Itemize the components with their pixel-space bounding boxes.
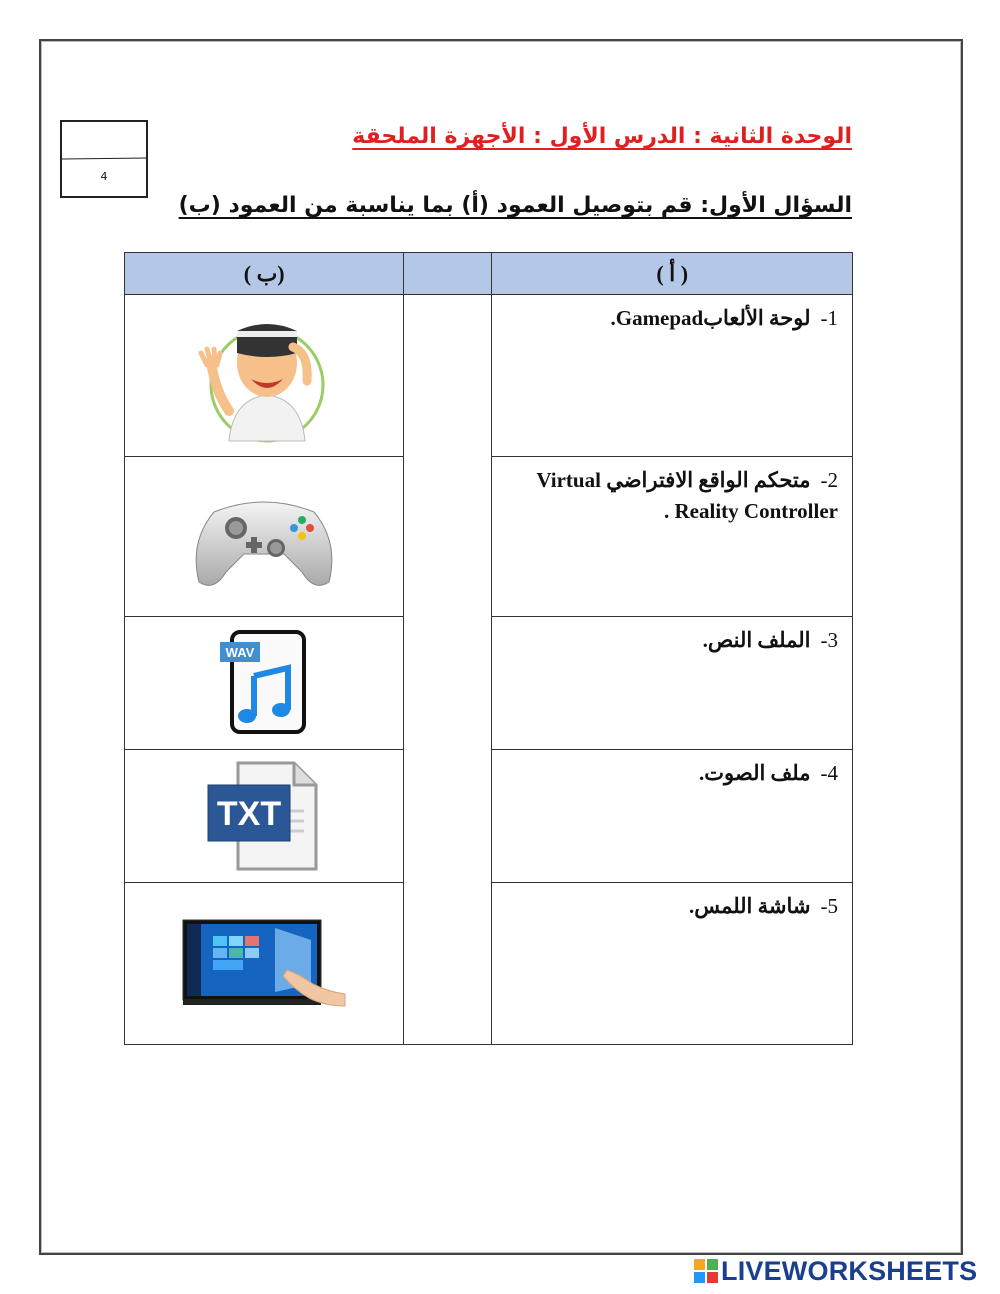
item-3-text: الملف النص. bbox=[702, 628, 811, 652]
score-box bbox=[60, 120, 148, 198]
item-5-cell bbox=[492, 883, 853, 1045]
column-mid-header bbox=[404, 253, 492, 295]
table-row bbox=[125, 295, 853, 457]
item-4-number: 4- bbox=[820, 761, 838, 785]
item-1-cell bbox=[492, 295, 853, 457]
question-heading: السؤال الأول: قم بتوصيل العمود (أ) بما يناسبة من العمود (ب) bbox=[178, 193, 852, 218]
touch-screen-monitor-icon[interactable] bbox=[179, 914, 349, 1014]
liveworksheets-logo-icon bbox=[694, 1259, 718, 1283]
txt-file-icon[interactable] bbox=[204, 759, 324, 874]
matching-table bbox=[124, 252, 853, 1045]
image-cell-gamepad[interactable] bbox=[125, 457, 404, 617]
footer-brand[interactable] bbox=[694, 1256, 977, 1286]
item-2-text: متحكم الواقع الافتراضي Virtual Reality Controller . bbox=[536, 468, 838, 523]
item-3-cell bbox=[492, 617, 853, 750]
txt-label: TXT bbox=[217, 794, 282, 833]
item-4-text: ملف الصوت. bbox=[698, 761, 811, 785]
score-total: 4 bbox=[100, 170, 108, 183]
wav-label: WAV bbox=[225, 645, 255, 660]
column-b-header: ( ب) bbox=[125, 253, 404, 295]
item-1-number: 1- bbox=[820, 306, 838, 330]
column-a-header: ( أ ) bbox=[492, 253, 853, 295]
brand-name: LIVEWORKSHEETS bbox=[721, 1255, 978, 1286]
matching-lines-area[interactable] bbox=[404, 295, 492, 1045]
lesson-title: الوحدة الثانية : الدرس الأول : الأجهزة الملحقة bbox=[352, 124, 852, 149]
table-header-row bbox=[125, 253, 853, 295]
item-2-number: 2- bbox=[820, 468, 838, 492]
image-cell-vr[interactable] bbox=[125, 295, 404, 457]
item-4-cell bbox=[492, 750, 853, 883]
image-cell-touch[interactable] bbox=[125, 883, 404, 1045]
item-1-text: لوحة الألعابGamepad. bbox=[610, 306, 811, 330]
gamepad-icon[interactable] bbox=[184, 472, 344, 602]
item-5-number: 5- bbox=[820, 894, 838, 918]
item-2-cell bbox=[492, 457, 853, 617]
item-5-text: شاشة اللمس. bbox=[689, 894, 811, 918]
image-cell-txt[interactable] bbox=[125, 750, 404, 883]
item-3-number: 3- bbox=[820, 628, 838, 652]
wav-file-icon[interactable] bbox=[214, 628, 314, 738]
score-divider bbox=[62, 158, 146, 160]
image-cell-wav[interactable] bbox=[125, 617, 404, 750]
vr-headset-boy-icon[interactable] bbox=[189, 301, 339, 451]
